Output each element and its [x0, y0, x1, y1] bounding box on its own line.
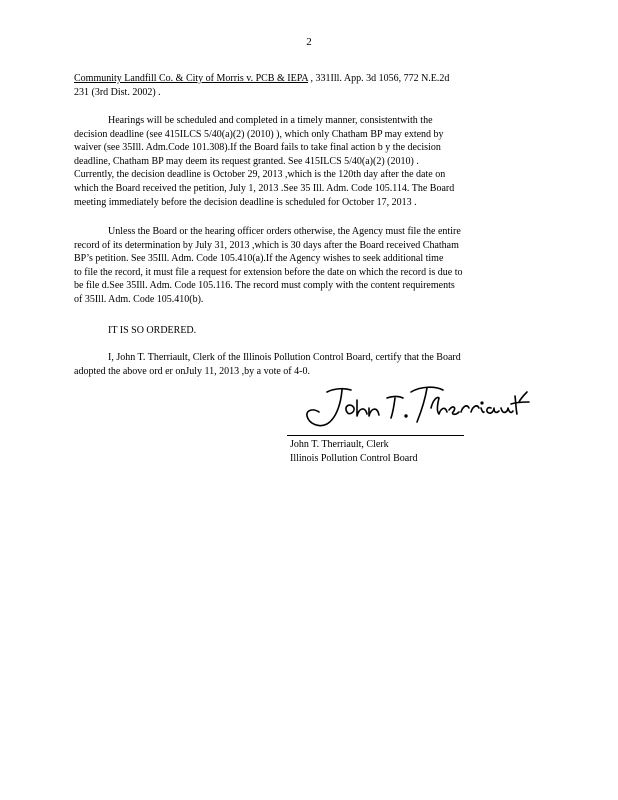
- so-ordered-text: IT IS SO ORDERED.: [108, 325, 197, 336]
- citation-paragraph: [74, 72, 544, 99]
- hearings-line: meeting immediately before the decision deadline is scheduled for October 17, 2013 .: [74, 196, 417, 208]
- hearings-line: waiver (see 35Ill. Adm.Code 101.308).If the Board fails to take final action b y the decision: [74, 142, 441, 154]
- ordered-paragraph: [74, 324, 544, 338]
- record-line: Unless the Board or the hearing officer orders otherwise, the Agency must file the entire: [108, 226, 461, 237]
- certification-line: I, John T. Therriault, Clerk of the Illinois Pollution Control Board, certify that the Board: [108, 352, 461, 363]
- signature-graphic: [287, 378, 532, 434]
- certification-line: adopted the above ord er onJuly 11, 2013 ,by a vote of 4-0.: [74, 365, 310, 377]
- signature-block: [290, 438, 418, 465]
- signature-line: [287, 435, 464, 436]
- case-name: Community Landfill Co. & City of Morris v. PCB & IEPA: [74, 73, 309, 84]
- citation-line-2: 231 (3rd Dist. 2002) .: [74, 86, 161, 98]
- citation-reporter: , 331Ill. App. 3d 1056, 772 N.E.2d: [308, 73, 450, 84]
- clerk-name-title: John T. Therriault, Clerk: [290, 439, 389, 450]
- record-line: be file d.See 35Ill. Adm. Code 105.116. The record must comply with the content requirements: [74, 280, 455, 292]
- record-line: of 35Ill. Adm. Code 105.410(b).: [74, 293, 204, 305]
- handwritten-signature: [287, 378, 532, 434]
- certification-paragraph: [74, 351, 544, 378]
- clerk-organization: Illinois Pollution Control Board: [290, 452, 418, 464]
- hearings-line: Hearings will be scheduled and completed in a timely manner, consistentwith the: [108, 115, 433, 126]
- hearings-paragraph: [74, 114, 544, 209]
- record-line: record of its determination by July 31, 2013 ,which is 30 days after the Board received Chatham: [74, 239, 459, 251]
- hearings-line: deadline, Chatham BP may deem its request granted. See 415ILCS 5/40(a)(2) (2010) .: [74, 155, 419, 167]
- hearings-line: decision deadline (see 415ILCS 5/40(a)(2) (2010) ), which only Chatham BP may extend by: [74, 128, 444, 140]
- record-line: to file the record, it must file a request for extension before the date on which the record is due to: [74, 266, 463, 278]
- hearings-line: which the Board received the petition, July 1, 2013 .See 35 Ill. Adm. Code 105.114. The Board: [74, 182, 455, 194]
- record-paragraph: [74, 225, 544, 307]
- citation-line-1: [74, 72, 544, 86]
- record-line: BP’s petition. See 35Ill. Adm. Code 105.410(a).If the Agency wishes to seek additional time: [74, 253, 444, 265]
- hearings-line: Currently, the decision deadline is October 29, 2013 ,which is the 120th day after the date on: [74, 169, 446, 181]
- page-number: 2: [306, 36, 312, 48]
